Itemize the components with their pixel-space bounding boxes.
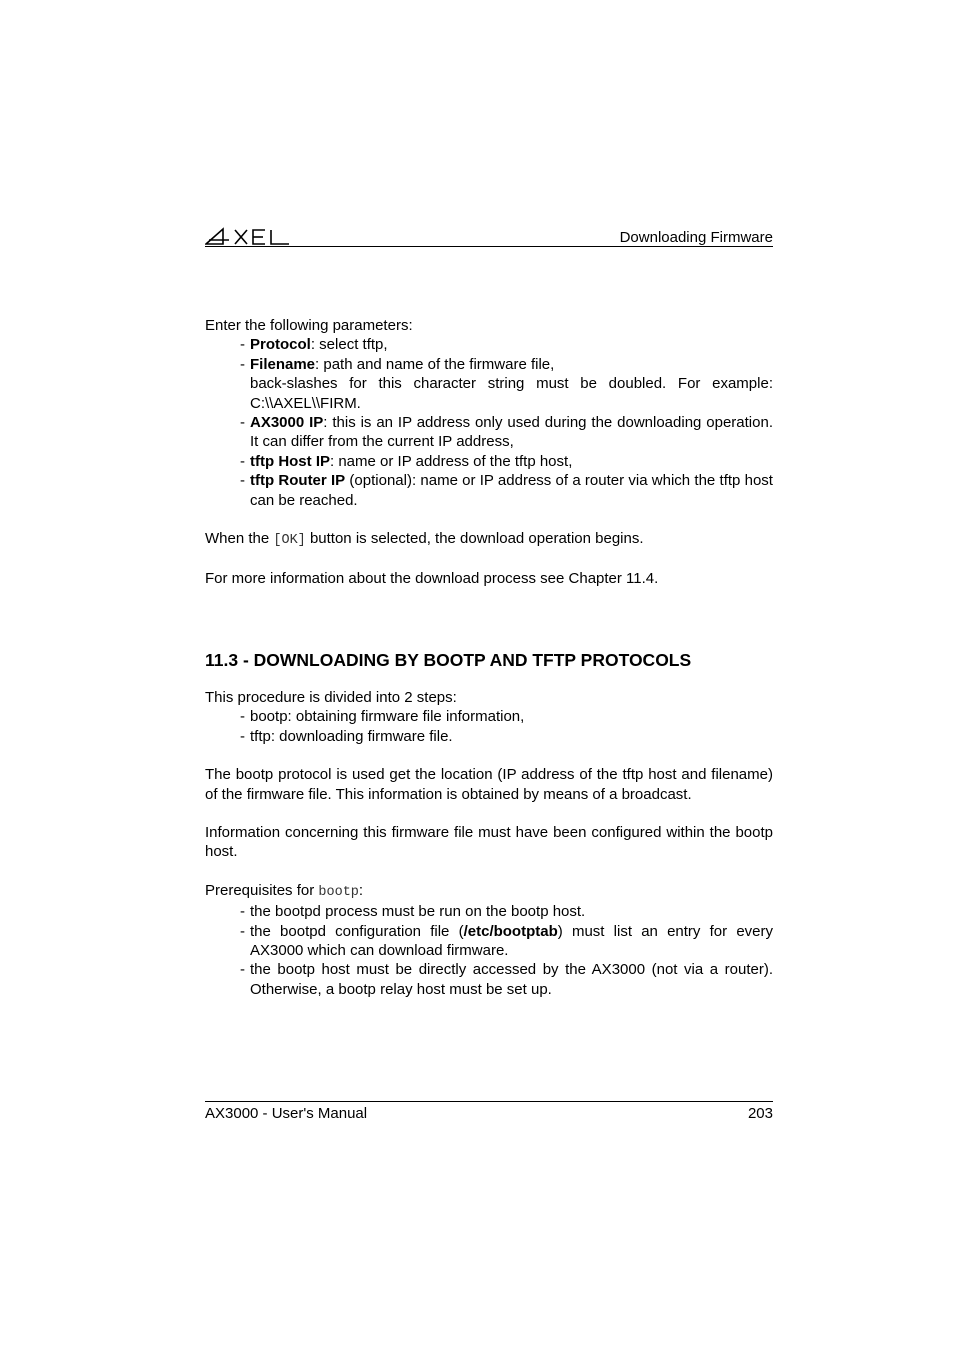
header-section-title: Downloading Firmware: [619, 229, 773, 246]
page-header: [205, 222, 773, 247]
prereq-bootpd-process: - the bootpd process must be run on the bootp host.: [240, 902, 773, 921]
prereq-bootptab: - the bootpd configuration file (/etc/bootptab) must list an entry for every AX3000 which can download firmware.: [240, 922, 773, 961]
document-page: [205, 0, 773, 1351]
page-content: [205, 316, 773, 999]
page-footer: [205, 1101, 773, 1124]
footer-manual-title: AX3000 - User's Manual: [205, 1105, 368, 1122]
ok-paragraph: When the [OK] button is selected, the download operation begins.: [205, 530, 644, 549]
param-tftp-router-ip: - tftp Router IP (optional): name or IP address of a router via which the tftp host can be reached.: [240, 471, 773, 510]
section-heading: 11.3 - DOWNLOADING BY BOOTP AND TFTP PROTOCOLS: [205, 649, 692, 670]
prerequisites-list: [205, 902, 773, 999]
param-filename: - Filename: path and name of the firmware file, back-slashes for this character string must be doubled. For example: C:\\AXEL\\FIRM.: [240, 355, 773, 413]
ok-code: [OK]: [273, 533, 306, 549]
config-paragraph: Information concerning this firmware file must have been configured within the bootp host.: [205, 823, 773, 861]
more-info-paragraph: For more information about the download process see Chapter 11.4.: [205, 570, 659, 588]
step-bootp: - bootp: obtaining firmware file information,: [240, 707, 773, 726]
axel-logo: [205, 226, 291, 246]
bootp-paragraph: The bootp protocol is used get the location (IP address of the tftp host and filename) of the firmware file. This information is obtained by means of a broadcast.: [205, 766, 773, 803]
params-list: [205, 335, 773, 510]
param-tftp-host-ip: - tftp Host IP: name or IP address of the tftp host,: [240, 452, 773, 471]
axel-logo-graphic: [205, 226, 291, 246]
footer-page-number: 203: [747, 1105, 773, 1122]
prerequisites-lead: Prerequisites for bootp:: [205, 881, 364, 900]
steps-list: [205, 707, 773, 746]
params-lead: Enter the following parameters:: [205, 317, 413, 334]
param-protocol: - Protocol: select tftp,: [240, 335, 773, 354]
bootp-code: bootp: [318, 884, 359, 900]
prereq-direct-access: - the bootp host must be directly accessed by the AX3000 (not via a router). Otherwise, a bootp relay host must be set up.: [240, 960, 773, 999]
param-ax3000-ip: - AX3000 IP: this is an IP address only used during the downloading operation. It can differ from the current IP address,: [240, 413, 773, 452]
steps-lead: This procedure is divided into 2 steps:: [205, 688, 457, 706]
step-tftp: - tftp: downloading firmware file.: [240, 727, 773, 746]
